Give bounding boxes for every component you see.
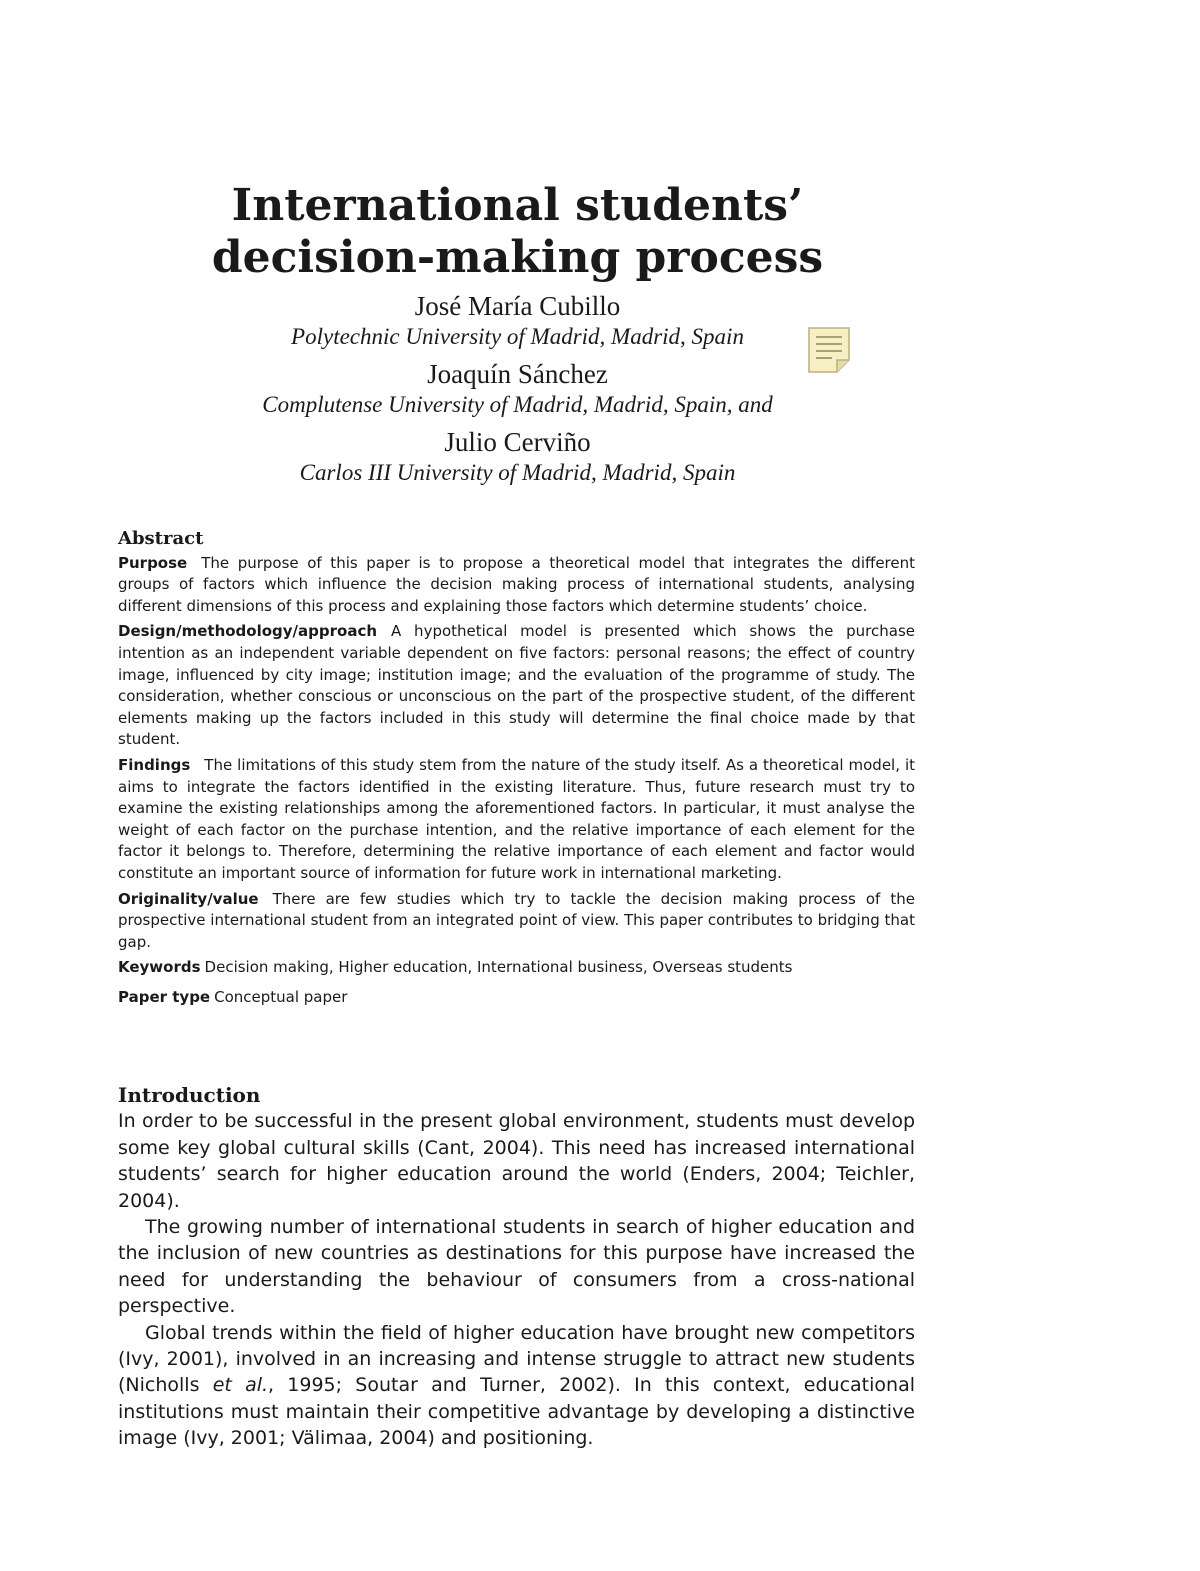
intro-paragraph-2: The growing number of international students in search of higher education and the inclusion of new countries as destinations for this purpose have increased the need for understanding the behaviour of consumers from a cross-national perspective. <box>118 1216 915 1318</box>
keywords-label: Keywords <box>118 958 201 977</box>
paper-type-label: Paper type <box>118 987 211 1006</box>
originality-label: Originality/value <box>118 889 259 908</box>
author-name: José María Cubillo <box>414 291 621 321</box>
abstract-findings <box>118 755 915 885</box>
findings-text: The limitations of this study stem from the nature of the study itself. As a theoretical model, it aims to integrate the factors identified in the existing literature. Thus, future research must try to examine the existing relationships among the aforementioned factors. In particular, it must analyse the weight of each factor on the purchase intention, and the relative importance of each element for the factor it belongs to. Therefore, determining the relative importance of each element and factor would constitute an important source of information for future work in international marketing. <box>118 755 915 882</box>
keywords-line <box>118 957 915 979</box>
intro-paragraph-1: In order to be successful in the present global environment, students must develop some key global cultural skills (Cant, 2004). This need has increased international students’ search for higher education around the world (Enders, 2004; Teichler, 2004). <box>118 1110 915 1212</box>
intro-p3-et-al: et al. <box>212 1374 269 1397</box>
purpose-label: Purpose <box>118 553 188 572</box>
title-line-1: International students’ <box>231 180 804 231</box>
abstract-originality <box>118 889 915 954</box>
originality-text: There are few studies which try to tackle the decision making process of the prospective international student from an integrated point of view. This paper contributes to bridging that gap. <box>118 889 915 951</box>
author-affiliation: Polytechnic University of Madrid, Madrid, Spain <box>291 324 744 349</box>
design-label: Design/methodology/approach <box>118 622 378 641</box>
keywords-text: Decision making, Higher education, International business, Overseas students <box>204 958 793 977</box>
title-block <box>120 180 915 488</box>
findings-label: Findings <box>118 755 191 774</box>
paper-type-line <box>118 987 915 1009</box>
author-affiliation: Carlos III University of Madrid, Madrid, Spain <box>299 460 736 485</box>
title-line-2: decision-making process <box>211 232 824 283</box>
design-text: A hypothetical model is presented which shows the purchase intention as an independent variable dependent on five factors: personal reasons; the effect of country image, influenced by city image; institution image; and the evaluation of the programme of study. The consideration, whether conscious or unconscious on the part of the prospective student, of the different elements making up the factors included in this study will determine the final choice made by that student. <box>118 622 915 749</box>
paper-title <box>120 180 915 284</box>
author-affiliation: Complutense University of Madrid, Madrid, Spain, and <box>262 392 773 417</box>
intro-p3-part-b: , 1995; Soutar and Turner, 2002). In this context, educational institutions must maintain their competitive advantage by developing a distinctive image (Ivy, 2001; Välimaa, 2004) and positioning. <box>118 1374 916 1450</box>
author-name: Julio Cerviño <box>444 427 591 457</box>
abstract-design <box>118 621 915 751</box>
intro-p3-part-a: Global trends within the field of higher education have brought new competitors (Ivy, 2001), involved in an increasing and intense struggle to attract new students (Nicholls <box>118 1321 915 1397</box>
introduction-heading: Introduction <box>118 1083 261 1107</box>
introduction-section <box>118 1082 915 1452</box>
note-icon[interactable] <box>808 327 850 373</box>
abstract-purpose <box>118 553 915 618</box>
abstract-section <box>118 528 915 1008</box>
abstract-heading: Abstract <box>118 528 204 549</box>
author-name: Joaquín Sánchez <box>427 359 608 389</box>
paper-type-text: Conceptual paper <box>214 987 348 1006</box>
purpose-text: The purpose of this paper is to propose a theoretical model that integrates the different groups of factors which influence the decision making process of international students, analysing different dimensions of this process and explaining those factors which determine students’ choice. <box>118 553 915 615</box>
intro-paragraph-3 <box>118 1320 915 1452</box>
